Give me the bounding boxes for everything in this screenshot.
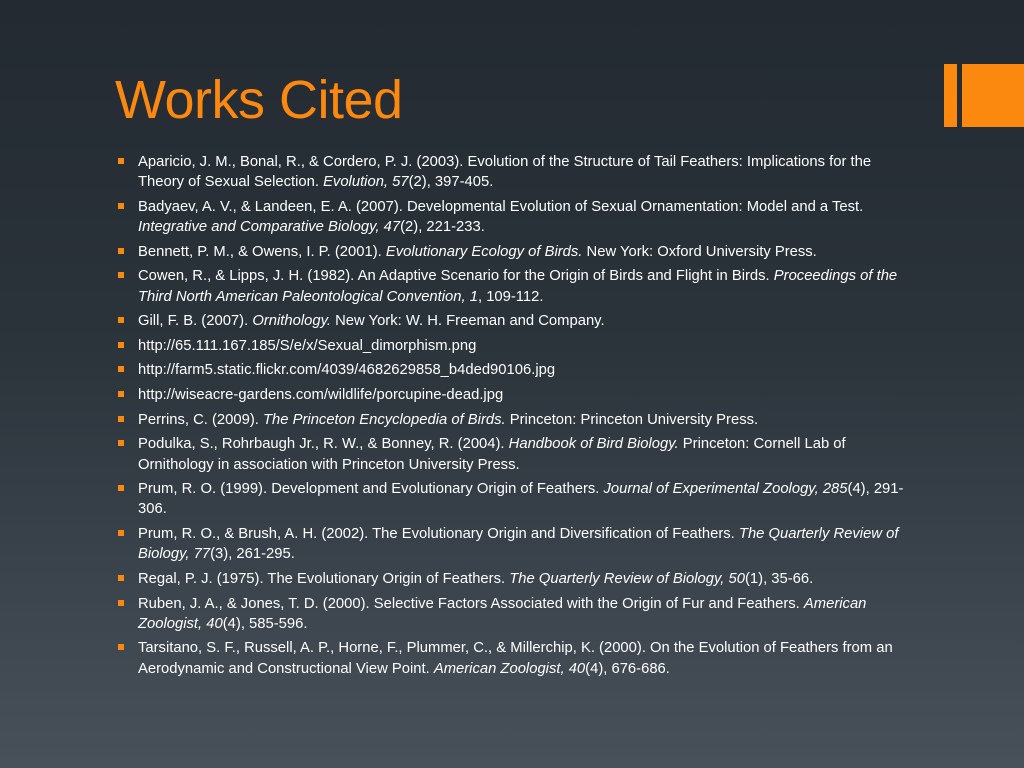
reference-text: Princeton: Cornell Lab of Ornithology in association with Princeton University Press.	[138, 436, 846, 473]
reference-source-italic: Integrative and Comparative Biology, 47	[138, 219, 401, 236]
reference-source-italic: American Zoologist, 40	[433, 660, 586, 677]
reference-item	[117, 638, 917, 679]
reference-source-italic: Ornithology.	[252, 313, 331, 330]
square-bullet-icon	[118, 248, 124, 254]
reference-item	[117, 385, 917, 405]
reference-text: (3), 261-295.	[210, 546, 295, 563]
square-bullet-icon	[118, 158, 124, 164]
reference-text: (4), 291-306.	[138, 481, 904, 518]
reference-text: Perrins, C. (2009).	[138, 411, 263, 428]
reference-text: http://farm5.static.flickr.com/4039/4682629858_b4ded90106.jpg	[138, 362, 556, 379]
reference-item	[117, 152, 917, 193]
reference-text: Badyaev, A. V., & Landeen, E. A. (2007). Developmental Evolution of Sexual Ornamentation: Model and a Test.	[138, 198, 864, 215]
square-bullet-icon	[118, 203, 124, 209]
reference-item	[117, 569, 917, 589]
reference-item	[117, 311, 917, 331]
square-bullet-icon	[118, 416, 124, 422]
reference-item	[117, 594, 917, 635]
reference-text: (4), 676-686.	[585, 660, 670, 677]
reference-source-italic: The Princeton Encyclopedia of Birds.	[263, 411, 506, 428]
reference-text: Princeton: Princeton University Press.	[505, 411, 759, 428]
accent-block-decoration	[962, 64, 1024, 127]
reference-source-italic: The Quarterly Review of Biology, 50	[509, 570, 745, 587]
square-bullet-icon	[118, 644, 124, 650]
reference-text: , 109-112.	[477, 288, 544, 305]
reference-text: Gill, F. B. (2007).	[138, 313, 253, 330]
reference-text: New York: Oxford University Press.	[582, 243, 817, 260]
square-bullet-icon	[118, 485, 124, 491]
reference-item	[117, 336, 917, 356]
reference-text: Prum, R. O., & Brush, A. H. (2002). The Evolutionary Origin and Diversification of Feathers.	[138, 526, 739, 543]
square-bullet-icon	[118, 391, 124, 397]
reference-source-italic: Proceedings of the Third North American Paleontological Convention, 1	[138, 268, 898, 305]
reference-text: Ruben, J. A., & Jones, T. D. (2000). Selective Factors Associated with the Origin of Fur and Feathers.	[138, 595, 804, 612]
reference-item	[117, 524, 917, 565]
reference-text: Regal, P. J. (1975). The Evolutionary Origin of Feathers.	[138, 570, 510, 587]
reference-source-italic: Evolutionary Ecology of Birds.	[385, 243, 583, 260]
reference-text: http://wiseacre-gardens.com/wildlife/porcupine-dead.jpg	[138, 387, 504, 404]
reference-source-italic: The Quarterly Review of Biology, 77	[138, 526, 899, 563]
reference-source-italic: American Zoologist, 40	[138, 595, 867, 632]
accent-bar-decoration	[944, 64, 957, 127]
reference-text: Cowen, R., & Lipps, J. H. (1982). An Adaptive Scenario for the Origin of Birds and Flight in Birds.	[138, 268, 774, 285]
square-bullet-icon	[118, 317, 124, 323]
reference-text: Aparicio, J. M., Bonal, R., & Cordero, P. J. (2003). Evolution of the Structure of Tail Feathers: Implications for the Theory of Sexual Selection.	[138, 154, 872, 191]
square-bullet-icon	[118, 440, 124, 446]
reference-item	[117, 266, 917, 307]
reference-text: Prum, R. O. (1999). Development and Evolutionary Origin of Feathers.	[138, 481, 604, 498]
reference-text: (1), 35-66.	[744, 570, 814, 587]
square-bullet-icon	[118, 342, 124, 348]
square-bullet-icon	[118, 600, 124, 606]
reference-text: (4), 585-596.	[222, 615, 308, 632]
references-list	[117, 152, 917, 683]
reference-item	[117, 242, 917, 262]
reference-text: Podulka, S., Rohrbaugh Jr., R. W., & Bonney, R. (2004).	[138, 436, 509, 453]
reference-item	[117, 197, 917, 238]
square-bullet-icon	[118, 272, 124, 278]
reference-source-italic: Handbook of Bird Biology.	[508, 436, 679, 453]
square-bullet-icon	[118, 575, 124, 581]
reference-item	[117, 410, 917, 430]
square-bullet-icon	[118, 366, 124, 372]
square-bullet-icon	[118, 530, 124, 536]
reference-source-italic: Journal of Experimental Zoology, 285	[603, 481, 848, 498]
reference-text: New York: W. H. Freeman and Company.	[331, 313, 605, 330]
reference-text: http://65.111.167.185/S/e/x/Sexual_dimorphism.png	[138, 337, 477, 354]
reference-source-italic: Evolution, 57	[323, 174, 409, 191]
reference-item	[117, 479, 917, 520]
reference-text: (2), 397-405.	[408, 174, 494, 191]
reference-text: Bennett, P. M., & Owens, I. P. (2001).	[138, 243, 386, 260]
reference-text: (2), 221-233.	[400, 219, 485, 236]
reference-text: Tarsitano, S. F., Russell, A. P., Horne, F., Plummer, C., & Millerchip, K. (2000). On the Evolution of Feathers from an Aerodynamic and Constructional View Point.	[138, 640, 893, 677]
reference-item	[117, 360, 917, 380]
reference-item	[117, 434, 917, 475]
slide-title: Works Cited	[115, 70, 403, 130]
